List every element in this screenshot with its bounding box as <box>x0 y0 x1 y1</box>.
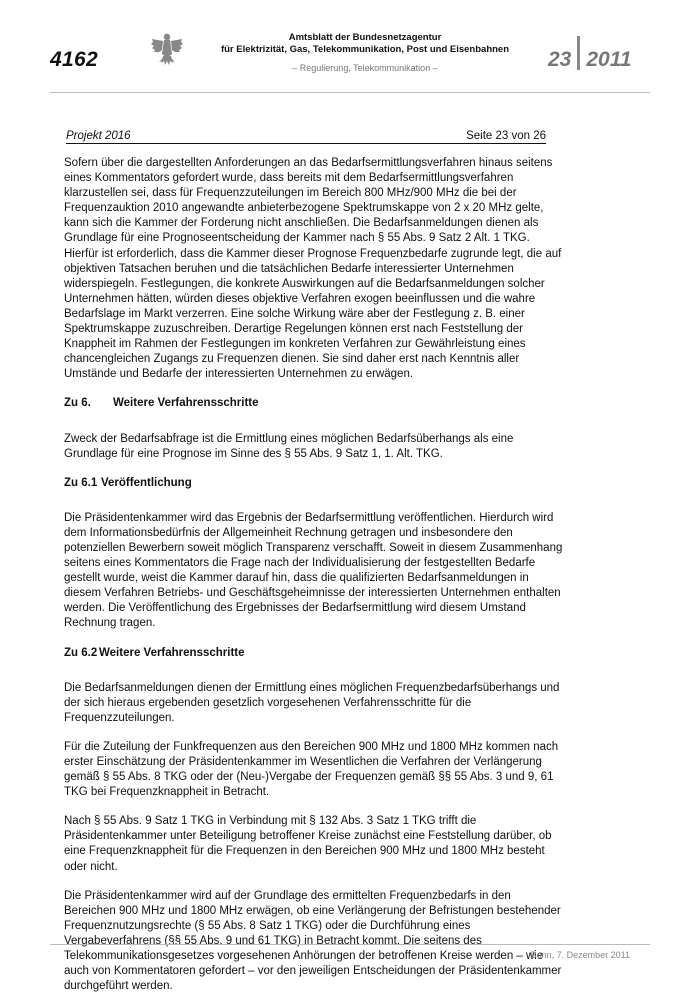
gazette-title-line1: Amtsblatt der Bundesnetzagentur <box>288 32 442 43</box>
footer-place-date: Bonn, 7. Dezember 2011 <box>530 950 630 960</box>
project-label: Projekt 2016 <box>66 130 131 142</box>
gazette-header <box>180 32 550 73</box>
section-heading-6-1 <box>64 476 564 491</box>
issue-year: 2011 <box>586 48 632 71</box>
paragraph: Nach § 55 Abs. 9 Satz 1 TKG in Verbindung mit § 132 Abs. 3 Satz 1 TKG trifft die Präsidentenkammer unter Beteiligung betroffener Kreise zunächst eine Feststellung darüber, ob eine Frequenzknappheit für die Frequenzen in den Bereichen 900 MHz und 1800 MHz besteht oder nicht. <box>64 815 552 873</box>
paragraph: Für die Zuteilung der Funkfrequenzen aus den Bereichen 900 MHz und 1800 MHz kommen nach erster Einschätzung der Präsidentenkammer im Wesentlichen die Verfahren der Verlängerung gemäß § 55 Abs. 8 TKG oder der (Neu-)Vergabe der Frequenzen gemäß §§ 55 Abs. 3 und 9, 61 TKG bei Frequenzknappheit in Betracht. <box>64 740 559 799</box>
section-heading-6-2 <box>64 646 564 661</box>
footer-divider <box>50 944 650 945</box>
document-body <box>64 156 564 1008</box>
gazette-subtitle: – Regulierung, Telekommunikation – <box>292 63 438 73</box>
paragraph: Zweck der Bedarfsabfrage ist die Ermittlung eines möglichen Bedarfsüberhangs als eine Grundlage für eine Prognose im Sinne des § 55 Abs. 9 Satz 1, 1. Alt. TKG. <box>64 432 514 460</box>
issue-divider <box>577 36 580 70</box>
gazette-title <box>180 32 550 56</box>
section-title: Weitere Verfahrensschritte <box>113 397 259 410</box>
paragraph: Die Bedarfsanmeldungen dienen der Ermittlung eines möglichen Frequenzbedarfsüberhangs und der sich hieraus ergebenden gesetzlich vorgesehenen Verfahrensschritte für die Frequenzzuteilungen. <box>64 681 560 724</box>
section-title: Veröffentlichung <box>101 476 192 489</box>
section-number: Zu 6.1 <box>64 476 98 489</box>
header-divider <box>50 92 650 93</box>
section-heading-6 <box>64 396 564 411</box>
section-title: Weitere Verfahrensschritte <box>99 646 245 659</box>
gazette-title-line2: für Elektrizität, Gas, Telekommunikation, Post und Eisenbahnen <box>220 44 510 55</box>
issue-indicator <box>548 48 632 82</box>
paragraph: Sofern über die dargestellten Anforderungen an das Bedarfsermittlungsverfahren hinaus seitens eines Kommentators gefordert wurde, dass bereits mit dem Bedarfsermittlungsverfahren klarzustellen sei, dass für Frequenzzuteilungen im Bereich 800 MHz/900 MHz die bei der Frequenzauktion 2010 angewandte anbieterbezogene Spektrumskappe von 2 x 20 MHz gelte, kann sich die Kammer der Forderung nicht anschließen. Die Bedarfsanmeldungen dienen als Grundlage für eine Prognoseentscheidung der Kammer nach § 55 Abs. 9 Satz 2 Alt. 1 TKG. Hierfür ist erforderlich, dass die Kammer dieser Prognose Frequenzbedarfe zugrunde legt, die auf objektiven Tatsachen beruhen und die tatsächlichen Bedarfe interessierter Unternehmen widerspiegeln. Festlegungen, die konkrete Auswirkungen auf die Bedarfsanmeldungen solcher Unternehmen hätten, würden dieses objektive Verfahren exogen beeinflussen und die wahre Bedarfslage im Markt verzerren. Eine solche Wirkung wäre aber der Festlegung z. B. einer Spektrumskappe zuzuschreiben. Derartige Regelungen können erst nach Feststellung der Knappheit im Rahmen der Festlegungen im konkreten Verfahren zur Gewährleistung eines chancengleichen Zugangs zu Frequenzen dienen. Sie sind daher erst nach Kenntnis aller Umstände und Bedarfe der interessierten Unternehmen zu erwägen. <box>64 157 562 381</box>
page-of-label: Seite 23 von 26 <box>466 130 546 142</box>
page-number: 4162 <box>50 48 98 71</box>
section-number: Zu 6. <box>64 397 91 410</box>
paragraph: Die Präsidentenkammer wird auf der Grundlage des ermittelten Frequenzbedarfs in den Bereichen 900 MHz und 1800 MHz erwägen, ob eine Verlängerung der Befristungen bestehender Frequenznutzungsrechte (§ 55 Abs. 8 Satz 1 TKG) oder die Durchführung eines Vergabeverfahrens (§§ 55 Abs. 9 und 61 TKG) in Betracht kommt. Die seitens des Telekommunikationsgesetzes vorgesehenen Anhörungen der betroffenen Kreise werden – wie auch von Kommentatoren gefordert – vor den jeweiligen Entscheidungen der Präsidentenkammer durchgeführt werden. <box>64 889 562 993</box>
section-number: Zu 6.2 <box>64 646 98 659</box>
issue-number: 23 <box>548 48 572 71</box>
running-head <box>66 130 546 144</box>
federal-eagle-icon <box>150 30 184 70</box>
paragraph: Die Präsidentenkammer wird das Ergebnis der Bedarfsermittlung veröffentlichen. Hierdurch wird dem Informationsbedürfnis der Allgemeinheit Rechnung getragen und insbesondere den potenziellen Bewerbern soweit möglich Transparenz verschafft. Soweit in diesem Zusammenhang seitens eines Kommentators die Frage nach der Individualisierung der festgestellten Bedarfe gestellt wurde, weist die Kammer darauf hin, dass die qualifizierten Bedarfsanmeldungen in diesem Verfahren Betriebs- und Geschäftsgeheimnisse der interessierten Unternehmen enthalten werden. Die Veröffentlichung des Ergebnisses der Bedarfsermittlung wird diesem Umstand Rechnung tragen. <box>64 511 563 630</box>
